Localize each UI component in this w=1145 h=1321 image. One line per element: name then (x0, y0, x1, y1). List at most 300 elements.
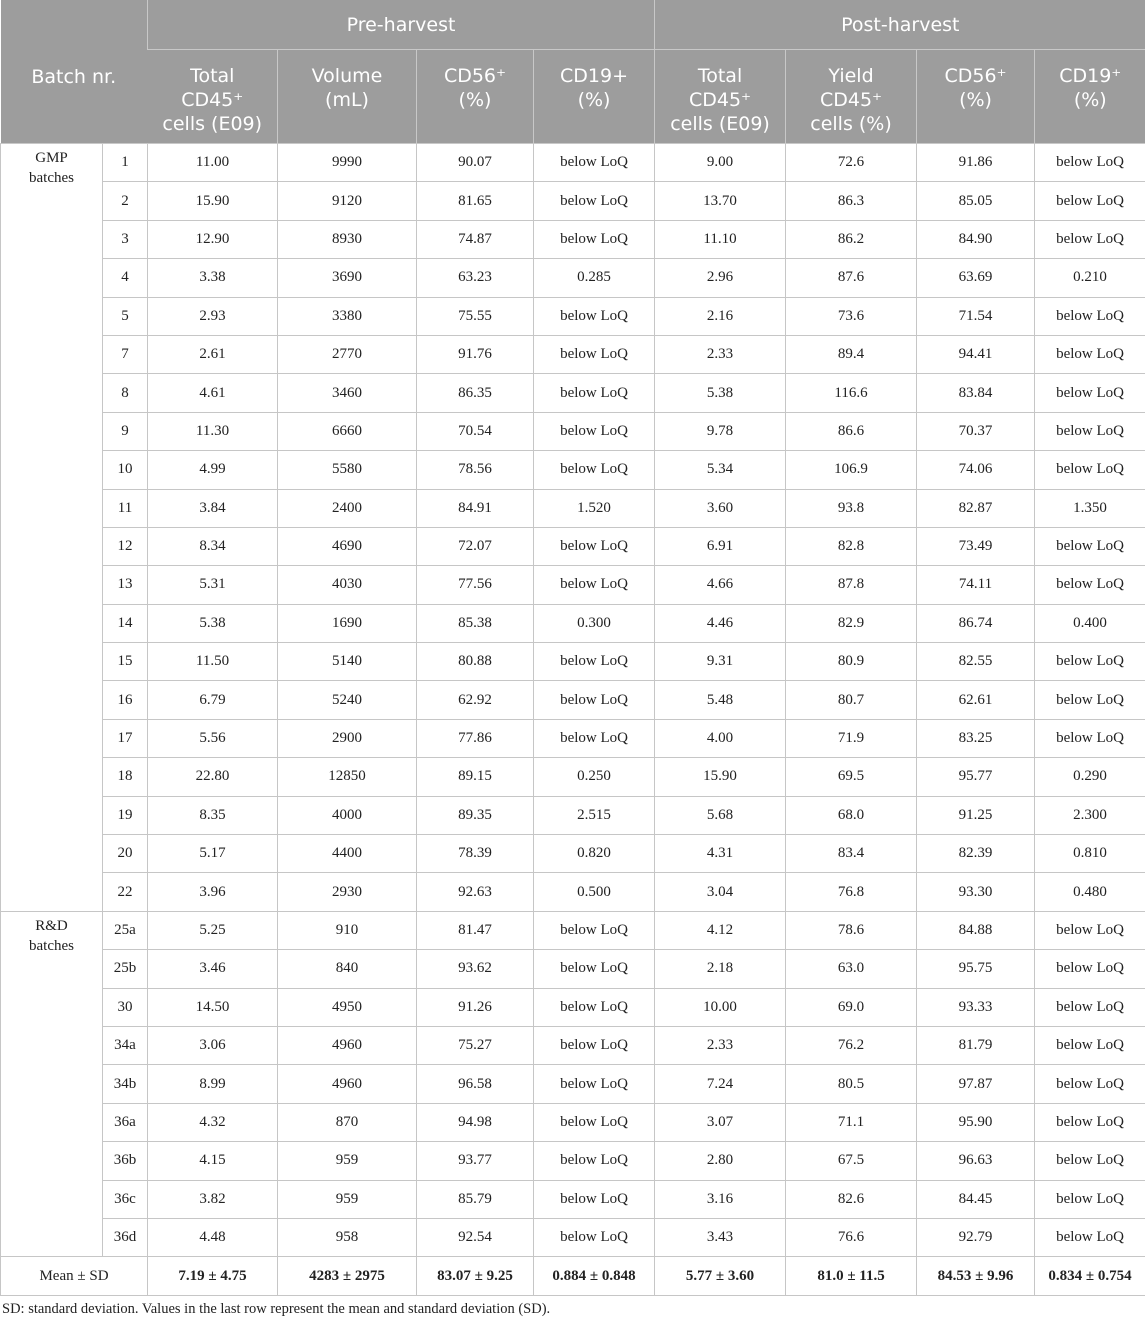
table-cell: 4.31 (655, 835, 786, 873)
table-row (1, 643, 1145, 681)
table-row (1, 1218, 1145, 1256)
table-cell: 7.24 (655, 1065, 786, 1103)
table-row (1, 297, 1145, 335)
header-line: cells (%) (810, 113, 892, 135)
table-cell: 87.8 (786, 566, 917, 604)
table-cell: 5.38 (148, 604, 278, 642)
table-cell: below LoQ (534, 950, 655, 988)
table-cell: below LoQ (534, 374, 655, 412)
batch-number-cell: 19 (103, 796, 148, 834)
table-cell: 2400 (278, 489, 417, 527)
table-cell: below LoQ (1035, 374, 1145, 412)
batch-number-cell: 2 (103, 182, 148, 220)
table-cell: 11.50 (148, 643, 278, 681)
table-cell: 74.06 (917, 451, 1035, 489)
header-line: (mL) (325, 89, 369, 111)
table-cell: below LoQ (534, 719, 655, 757)
table-cell: 89.4 (786, 335, 917, 373)
header-line: (%) (458, 89, 492, 111)
table-cell: 14.50 (148, 988, 278, 1026)
table-cell: 12.90 (148, 220, 278, 258)
table-row (1, 527, 1145, 565)
table-cell: 2.80 (655, 1142, 786, 1180)
table-row (1, 681, 1145, 719)
table-cell: below LoQ (1035, 1026, 1145, 1064)
table-row (1, 796, 1145, 834)
table-cell: below LoQ (534, 451, 655, 489)
table-cell: 3.06 (148, 1026, 278, 1064)
table-cell: 15.90 (655, 758, 786, 796)
header-line: cells (E09) (670, 113, 770, 135)
table-cell: 77.56 (417, 566, 534, 604)
table-cell: 76.8 (786, 873, 917, 911)
batch-number-cell: 7 (103, 335, 148, 373)
group-label (1, 144, 103, 912)
group-label-line: R&D (35, 917, 68, 934)
mean-cell: 7.19 ± 4.75 (148, 1257, 278, 1296)
header-line: (%) (959, 89, 992, 111)
table-row (1, 374, 1145, 412)
table-row (1, 1103, 1145, 1141)
table-cell: 5.68 (655, 796, 786, 834)
table-cell: 2930 (278, 873, 417, 911)
table-cell: 3690 (278, 259, 417, 297)
table-row (1, 719, 1145, 757)
mean-cell: 81.0 ± 11.5 (786, 1257, 917, 1296)
header-line: CD45⁺ (688, 89, 752, 111)
table-cell: 8.99 (148, 1065, 278, 1103)
table-cell: 2.96 (655, 259, 786, 297)
table-cell: 94.41 (917, 335, 1035, 373)
table-cell: 86.2 (786, 220, 917, 258)
table-cell: 4000 (278, 796, 417, 834)
pre-col-header (534, 50, 655, 144)
table-cell: 8.35 (148, 796, 278, 834)
batch-number-cell: 12 (103, 527, 148, 565)
batch-number-cell: 20 (103, 835, 148, 873)
batch-number-cell: 30 (103, 988, 148, 1026)
table-cell: 91.76 (417, 335, 534, 373)
table-cell: 4030 (278, 566, 417, 604)
table-cell: 959 (278, 1180, 417, 1218)
table-cell: 70.54 (417, 412, 534, 450)
table-cell: 4.61 (148, 374, 278, 412)
table-cell: 63.23 (417, 259, 534, 297)
table-cell: 86.3 (786, 182, 917, 220)
table-cell: 83.25 (917, 719, 1035, 757)
table-cell: 81.79 (917, 1026, 1035, 1064)
batch-number-cell: 4 (103, 259, 148, 297)
batch-number-cell: 34b (103, 1065, 148, 1103)
table-cell: 84.45 (917, 1180, 1035, 1218)
header-line: CD19+ (560, 65, 629, 87)
table-cell: below LoQ (534, 297, 655, 335)
table-cell: 15.90 (148, 182, 278, 220)
table-cell: 62.61 (917, 681, 1035, 719)
mean-cell: 4283 ± 2975 (278, 1257, 417, 1296)
table-cell: 93.77 (417, 1142, 534, 1180)
table-cell: 3.84 (148, 489, 278, 527)
table-cell: below LoQ (534, 1026, 655, 1064)
table-row (1, 566, 1145, 604)
mean-cell: 0.834 ± 0.754 (1035, 1257, 1145, 1296)
table-cell: 68.0 (786, 796, 917, 834)
table-cell: 93.33 (917, 988, 1035, 1026)
post-harvest-header: Post-harvest (655, 0, 1145, 50)
table-cell: 4.46 (655, 604, 786, 642)
table-row (1, 1026, 1145, 1064)
table-header (1, 0, 1145, 144)
table-cell: below LoQ (534, 412, 655, 450)
table-cell: 70.37 (917, 412, 1035, 450)
table-cell: 86.35 (417, 374, 534, 412)
table-cell: 870 (278, 1103, 417, 1141)
table-cell: 91.86 (917, 144, 1035, 182)
table-cell: 9.00 (655, 144, 786, 182)
table-cell: 12850 (278, 758, 417, 796)
table-cell: 3.96 (148, 873, 278, 911)
table-cell: 94.98 (417, 1103, 534, 1141)
header-line: CD19⁺ (1059, 65, 1122, 87)
table-row (1, 182, 1145, 220)
batch-number-cell: 10 (103, 451, 148, 489)
table-cell: 71.1 (786, 1103, 917, 1141)
header-line: CD56⁺ (443, 65, 507, 87)
table-row (1, 988, 1145, 1026)
table-cell: 74.87 (417, 220, 534, 258)
table-cell: 73.6 (786, 297, 917, 335)
table-cell: 2.93 (148, 297, 278, 335)
table-cell: 0.400 (1035, 604, 1145, 642)
table-cell: 5.25 (148, 911, 278, 949)
table-cell: 86.6 (786, 412, 917, 450)
table-body (1, 144, 1145, 1296)
batch-number-cell: 36a (103, 1103, 148, 1141)
post-col-header (655, 50, 786, 144)
table-cell: 69.0 (786, 988, 917, 1026)
table-cell: below LoQ (1035, 1218, 1145, 1256)
table-row (1, 259, 1145, 297)
header-line: CD45⁺ (181, 89, 244, 111)
mean-cell: 5.77 ± 3.60 (655, 1257, 786, 1296)
table-cell: 91.26 (417, 988, 534, 1026)
table-cell: 5.56 (148, 719, 278, 757)
table-cell: 4.15 (148, 1142, 278, 1180)
table-cell: 92.79 (917, 1218, 1035, 1256)
header-line: Volume (311, 65, 383, 87)
table-cell: below LoQ (1035, 681, 1145, 719)
table-cell: 82.8 (786, 527, 917, 565)
table-cell: 85.38 (417, 604, 534, 642)
table-cell: 2.33 (655, 335, 786, 373)
table-cell: 75.55 (417, 297, 534, 335)
mean-cell: 0.884 ± 0.848 (534, 1257, 655, 1296)
table-cell: below LoQ (1035, 911, 1145, 949)
table-cell: 63.0 (786, 950, 917, 988)
batch-number-cell: 34a (103, 1026, 148, 1064)
pre-col-header (417, 50, 534, 144)
table-cell: 83.4 (786, 835, 917, 873)
batch-number-cell: 18 (103, 758, 148, 796)
table-cell: 3.43 (655, 1218, 786, 1256)
table-cell: 2.515 (534, 796, 655, 834)
table-cell: 959 (278, 1142, 417, 1180)
table-cell: 82.6 (786, 1180, 917, 1218)
table-cell: 83.84 (917, 374, 1035, 412)
batch-number-cell: 1 (103, 144, 148, 182)
table-cell: below LoQ (534, 1218, 655, 1256)
table-cell: 2.300 (1035, 796, 1145, 834)
table-cell: below LoQ (1035, 566, 1145, 604)
header-line: (%) (1073, 89, 1107, 111)
table-cell: 6.91 (655, 527, 786, 565)
table-cell: 84.91 (417, 489, 534, 527)
table-cell: 9.31 (655, 643, 786, 681)
table-cell: 0.810 (1035, 835, 1145, 873)
table-cell: 4.48 (148, 1218, 278, 1256)
table-cell: 0.210 (1035, 259, 1145, 297)
table-cell: 4400 (278, 835, 417, 873)
table-cell: 958 (278, 1218, 417, 1256)
table-row (1, 758, 1145, 796)
batch-number-cell: 22 (103, 873, 148, 911)
table-cell: 2.61 (148, 335, 278, 373)
table-cell: 67.5 (786, 1142, 917, 1180)
table-cell: below LoQ (534, 1142, 655, 1180)
table-cell: 72.6 (786, 144, 917, 182)
table-cell: 80.5 (786, 1065, 917, 1103)
table-cell: 0.480 (1035, 873, 1145, 911)
batch-number-cell: 11 (103, 489, 148, 527)
mean-label: Mean ± SD (1, 1257, 148, 1296)
header-line: CD45⁺ (819, 89, 883, 111)
table-cell: 2.18 (655, 950, 786, 988)
table-cell: below LoQ (1035, 1065, 1145, 1103)
table-cell: 4950 (278, 988, 417, 1026)
table-cell: below LoQ (534, 643, 655, 681)
batch-number-cell: 5 (103, 297, 148, 335)
table-cell: 80.88 (417, 643, 534, 681)
table-cell: below LoQ (1035, 412, 1145, 450)
header-line: Yield (828, 65, 874, 87)
table-cell: below LoQ (534, 988, 655, 1026)
table-cell: 9.78 (655, 412, 786, 450)
table-cell: 74.11 (917, 566, 1035, 604)
table-cell: 95.75 (917, 950, 1035, 988)
table-cell: below LoQ (1035, 719, 1145, 757)
table-cell: 6.79 (148, 681, 278, 719)
table-cell: 116.6 (786, 374, 917, 412)
table-cell: 0.820 (534, 835, 655, 873)
table-cell: 4690 (278, 527, 417, 565)
post-col-header (917, 50, 1035, 144)
table-cell: below LoQ (534, 335, 655, 373)
table-cell: 3.04 (655, 873, 786, 911)
table-cell: 4.99 (148, 451, 278, 489)
table-row (1, 911, 1145, 949)
table-cell: 89.15 (417, 758, 534, 796)
table-cell: 5.31 (148, 566, 278, 604)
header-line: Total (697, 65, 743, 87)
table-cell: 84.90 (917, 220, 1035, 258)
table-cell: 86.74 (917, 604, 1035, 642)
table-cell: 3.16 (655, 1180, 786, 1218)
table-cell: 5580 (278, 451, 417, 489)
table-cell: 69.5 (786, 758, 917, 796)
table-cell: below LoQ (534, 527, 655, 565)
table-cell: 10.00 (655, 988, 786, 1026)
table-cell: 90.07 (417, 144, 534, 182)
table-cell: 11.10 (655, 220, 786, 258)
table-cell: below LoQ (1035, 988, 1145, 1026)
table-cell: below LoQ (534, 220, 655, 258)
table-cell: 4.00 (655, 719, 786, 757)
table-row (1, 950, 1145, 988)
table-cell: 78.56 (417, 451, 534, 489)
batch-number-cell: 36c (103, 1180, 148, 1218)
table-row (1, 873, 1145, 911)
table-row (1, 604, 1145, 642)
table-cell: 4.32 (148, 1103, 278, 1141)
table-row (1, 220, 1145, 258)
table-cell: 76.2 (786, 1026, 917, 1064)
table-cell: below LoQ (534, 182, 655, 220)
group-label-line: GMP (35, 150, 68, 166)
table-cell: 93.62 (417, 950, 534, 988)
table-cell: 95.77 (917, 758, 1035, 796)
table-cell: 81.47 (417, 911, 534, 949)
batch-number-cell: 15 (103, 643, 148, 681)
pre-col-header (148, 50, 278, 144)
table-cell: below LoQ (1035, 643, 1145, 681)
table-cell: below LoQ (534, 911, 655, 949)
table-row (1, 1180, 1145, 1218)
table-cell: 63.69 (917, 259, 1035, 297)
table-cell: 82.9 (786, 604, 917, 642)
group-label-line: batches (29, 937, 74, 954)
table-cell: below LoQ (1035, 950, 1145, 988)
batch-number-cell: 36b (103, 1142, 148, 1180)
table-row (1, 489, 1145, 527)
group-label-line: batches (29, 170, 74, 186)
post-col-header (1035, 50, 1145, 144)
table-cell: 1.520 (534, 489, 655, 527)
table-cell: 87.6 (786, 259, 917, 297)
table-cell: 840 (278, 950, 417, 988)
table-cell: 78.39 (417, 835, 534, 873)
batch-number-cell: 3 (103, 220, 148, 258)
table-cell: 5.17 (148, 835, 278, 873)
table-cell: 3.60 (655, 489, 786, 527)
table-cell: 72.07 (417, 527, 534, 565)
table-cell: 62.92 (417, 681, 534, 719)
table-cell: below LoQ (1035, 527, 1145, 565)
table-cell: 4960 (278, 1026, 417, 1064)
table-cell: below LoQ (534, 566, 655, 604)
table-cell: 96.63 (917, 1142, 1035, 1180)
table-cell: 3.38 (148, 259, 278, 297)
table-cell: 78.6 (786, 911, 917, 949)
table-cell: 2770 (278, 335, 417, 373)
batch-number-cell: 36d (103, 1218, 148, 1256)
table-cell: 4.12 (655, 911, 786, 949)
table-cell: below LoQ (1035, 297, 1145, 335)
table-cell: 3.07 (655, 1103, 786, 1141)
table-cell: below LoQ (1035, 1103, 1145, 1141)
table-cell: 80.7 (786, 681, 917, 719)
table-cell: 1.350 (1035, 489, 1145, 527)
table-cell: 3.82 (148, 1180, 278, 1218)
table-cell: 11.00 (148, 144, 278, 182)
table-cell: below LoQ (1035, 335, 1145, 373)
table-cell: 5240 (278, 681, 417, 719)
table-cell: 96.58 (417, 1065, 534, 1103)
table-cell: 5.34 (655, 451, 786, 489)
table-row (1, 1142, 1145, 1180)
mean-cell: 84.53 ± 9.96 (917, 1257, 1035, 1296)
table-cell: 93.8 (786, 489, 917, 527)
table-cell: 4960 (278, 1065, 417, 1103)
table-cell: 3380 (278, 297, 417, 335)
table-cell: 0.500 (534, 873, 655, 911)
table-cell: 77.86 (417, 719, 534, 757)
table-cell: 4.66 (655, 566, 786, 604)
table-cell: 82.87 (917, 489, 1035, 527)
table-cell: 0.290 (1035, 758, 1145, 796)
table-cell: 2900 (278, 719, 417, 757)
table-cell: 85.79 (417, 1180, 534, 1218)
table-cell: 92.54 (417, 1218, 534, 1256)
table-cell: below LoQ (1035, 1142, 1145, 1180)
mean-row (1, 1257, 1145, 1296)
table-cell: 71.54 (917, 297, 1035, 335)
table-cell: 0.285 (534, 259, 655, 297)
table-row (1, 412, 1145, 450)
table-cell: 73.49 (917, 527, 1035, 565)
batch-number-cell: 13 (103, 566, 148, 604)
table-cell: 97.87 (917, 1065, 1035, 1103)
table-cell: 71.9 (786, 719, 917, 757)
table-cell: 9120 (278, 182, 417, 220)
header-line: (%) (577, 89, 611, 111)
header-line: CD56⁺ (944, 65, 1007, 87)
table-cell: 81.65 (417, 182, 534, 220)
table-row (1, 335, 1145, 373)
table-cell: below LoQ (1035, 220, 1145, 258)
table-cell: 80.9 (786, 643, 917, 681)
table-cell: 11.30 (148, 412, 278, 450)
table-cell: 910 (278, 911, 417, 949)
table-cell: 82.39 (917, 835, 1035, 873)
table-cell: 85.05 (917, 182, 1035, 220)
batch-number-cell: 14 (103, 604, 148, 642)
table-row (1, 835, 1145, 873)
table-cell: 0.250 (534, 758, 655, 796)
table-cell: 9990 (278, 144, 417, 182)
header-line: cells (E09) (162, 113, 263, 135)
table-cell: 82.55 (917, 643, 1035, 681)
batch-number-cell: 25a (103, 911, 148, 949)
table-cell: 5.38 (655, 374, 786, 412)
pre-harvest-header: Pre-harvest (148, 0, 655, 50)
post-col-header (786, 50, 917, 144)
table-cell: below LoQ (534, 1103, 655, 1141)
pre-col-header (278, 50, 417, 144)
table-cell: 95.90 (917, 1103, 1035, 1141)
table-cell: 91.25 (917, 796, 1035, 834)
table-cell: below LoQ (534, 144, 655, 182)
table-cell: below LoQ (534, 681, 655, 719)
